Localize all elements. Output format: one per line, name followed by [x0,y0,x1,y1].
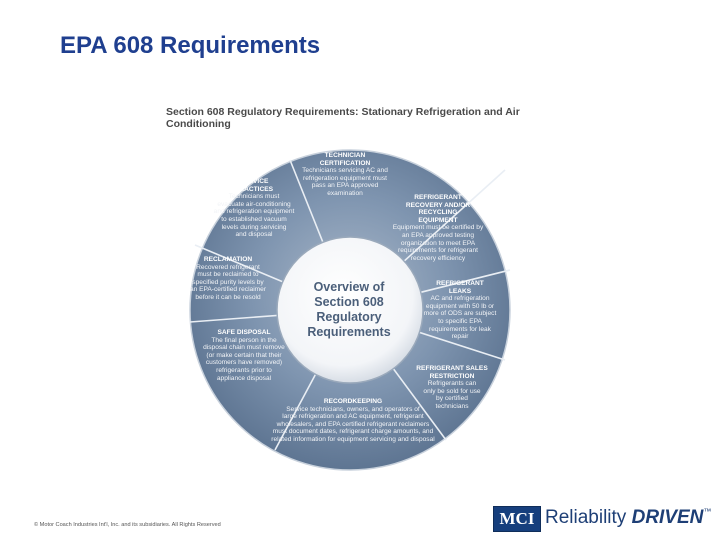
segment-heading: RECYCLING [418,209,458,217]
segment-heading: TECHNICIAN [324,152,366,159]
segment-text: repair [451,333,469,341]
segment-text: before it can be resold [195,293,261,301]
segment-technician-certification [290,152,400,198]
segment-text: The final person in the [211,336,277,344]
segment-text: by certified [436,395,468,403]
segment-text: requirements for refrigerant [398,247,478,255]
trademark-mark: ™ [703,507,712,516]
segment-heading: PRACTICES [234,185,274,193]
segment-text: organization to meet EPA [400,239,476,247]
segment-text: large refrigeration and AC equipment, refrigerant [282,413,424,421]
segment-refrigerant-leaks [414,280,506,341]
mci-logo: MCI [493,506,541,532]
segment-text: technicians [435,402,469,410]
segment-heading: RECLAMATION [203,256,253,263]
segment-text: AC and refrigeration [430,295,490,303]
wheel-center-label [290,280,408,340]
segment-text: refrigerants prior to [216,366,272,374]
figure-title: Section 608 Regulatory Requirements: Stationary Refrigeration and Air Conditioning [166,106,520,130]
segment-text: recovery efficiency [410,254,466,262]
segment-reclamation [176,256,280,302]
segment-heading: SAFE DISPOSAL [217,329,271,336]
segment-text: disposal chain must remove [203,344,285,352]
center-line: Overview of [313,280,385,294]
segment-text: appliance disposal [216,374,272,382]
center-line: Section 608 [314,295,384,309]
segment-text: wholesalers, and EPA certified refrigerant reclaimers [276,420,430,428]
segment-text: refrigeration equipment must [303,174,387,182]
segment-text: Technicians must [228,193,280,201]
segment-text: Technicians servicing AC and [302,167,388,175]
segment-text: an EPA-certified reclaimer [189,286,267,294]
center-line: Regulatory [316,310,382,324]
segment-text: Recovered refrigerant [196,263,260,271]
segment-heading: REFRIGERANT SALES [416,365,488,372]
segment-heading: LEAKS [448,287,472,295]
segment-heading: REFRIGERANT [414,194,462,201]
segment-safe-disposal [192,329,296,382]
segment-text: to specific EPA [438,317,482,325]
segment-text: requirements for leak [429,325,491,333]
center-line: Requirements [307,325,391,339]
segment-text: pass an EPA approved [311,182,379,190]
segment-text: to established vacuum [221,215,287,223]
tagline-regular: Reliability [545,507,632,528]
segment-service-practices [204,178,304,239]
segment-heading: SERVICE [239,178,269,185]
segment-text: an EPA approved testing [401,231,475,239]
segment-recordkeeping [258,398,448,444]
segment-heading: RESTRICTION [429,372,475,380]
segment-text: customers have removed) [205,359,283,367]
tagline-bold: DRIVEN [631,507,704,528]
segment-text: specified purity levels by [192,278,264,286]
segment-text: and disposal [235,231,273,239]
segment-text: equipment with 50 lb or [425,302,495,310]
segment-text: Equipment must be certified by [392,224,484,232]
segment-text: examination [327,189,363,197]
segment-text: must be reclaimed to [197,271,259,279]
segment-text: more of ODS are subject [423,310,497,318]
segment-heading: EQUIPMENT [418,216,458,224]
slide-title: EPA 608 Requirements [60,32,321,59]
segment-text: Refrigerants can [427,380,477,388]
segment-text: related information for equipment servicing and disposal [271,435,435,443]
regulatory-overview-figure [150,100,535,485]
brand-tagline [545,507,711,529]
segment-recovery-equipment [378,194,498,262]
segment-heading: REFRIGERANT [436,280,484,287]
segment-text: only be sold for use [423,387,481,395]
copyright-notice: © Motor Coach Industries Int'l, Inc. and its subsidiaries. All Rights Reserved [34,522,221,528]
segment-text: evacuate air-conditioning [217,200,291,208]
segment-text: (or make certain that their [206,351,282,359]
segment-heading: CERTIFICATION [319,159,371,167]
segment-text: levels during servicing [221,223,287,231]
segment-text: must document dates, refrigerant charge amounts, and [272,428,434,436]
segment-heading: RECOVERY AND/OR [405,201,471,209]
segment-heading: RECORDKEEPING [323,398,383,405]
segment-text: Service technicians, owners, and operators of [286,405,420,413]
segment-text: and refrigeration equipment [213,208,295,216]
